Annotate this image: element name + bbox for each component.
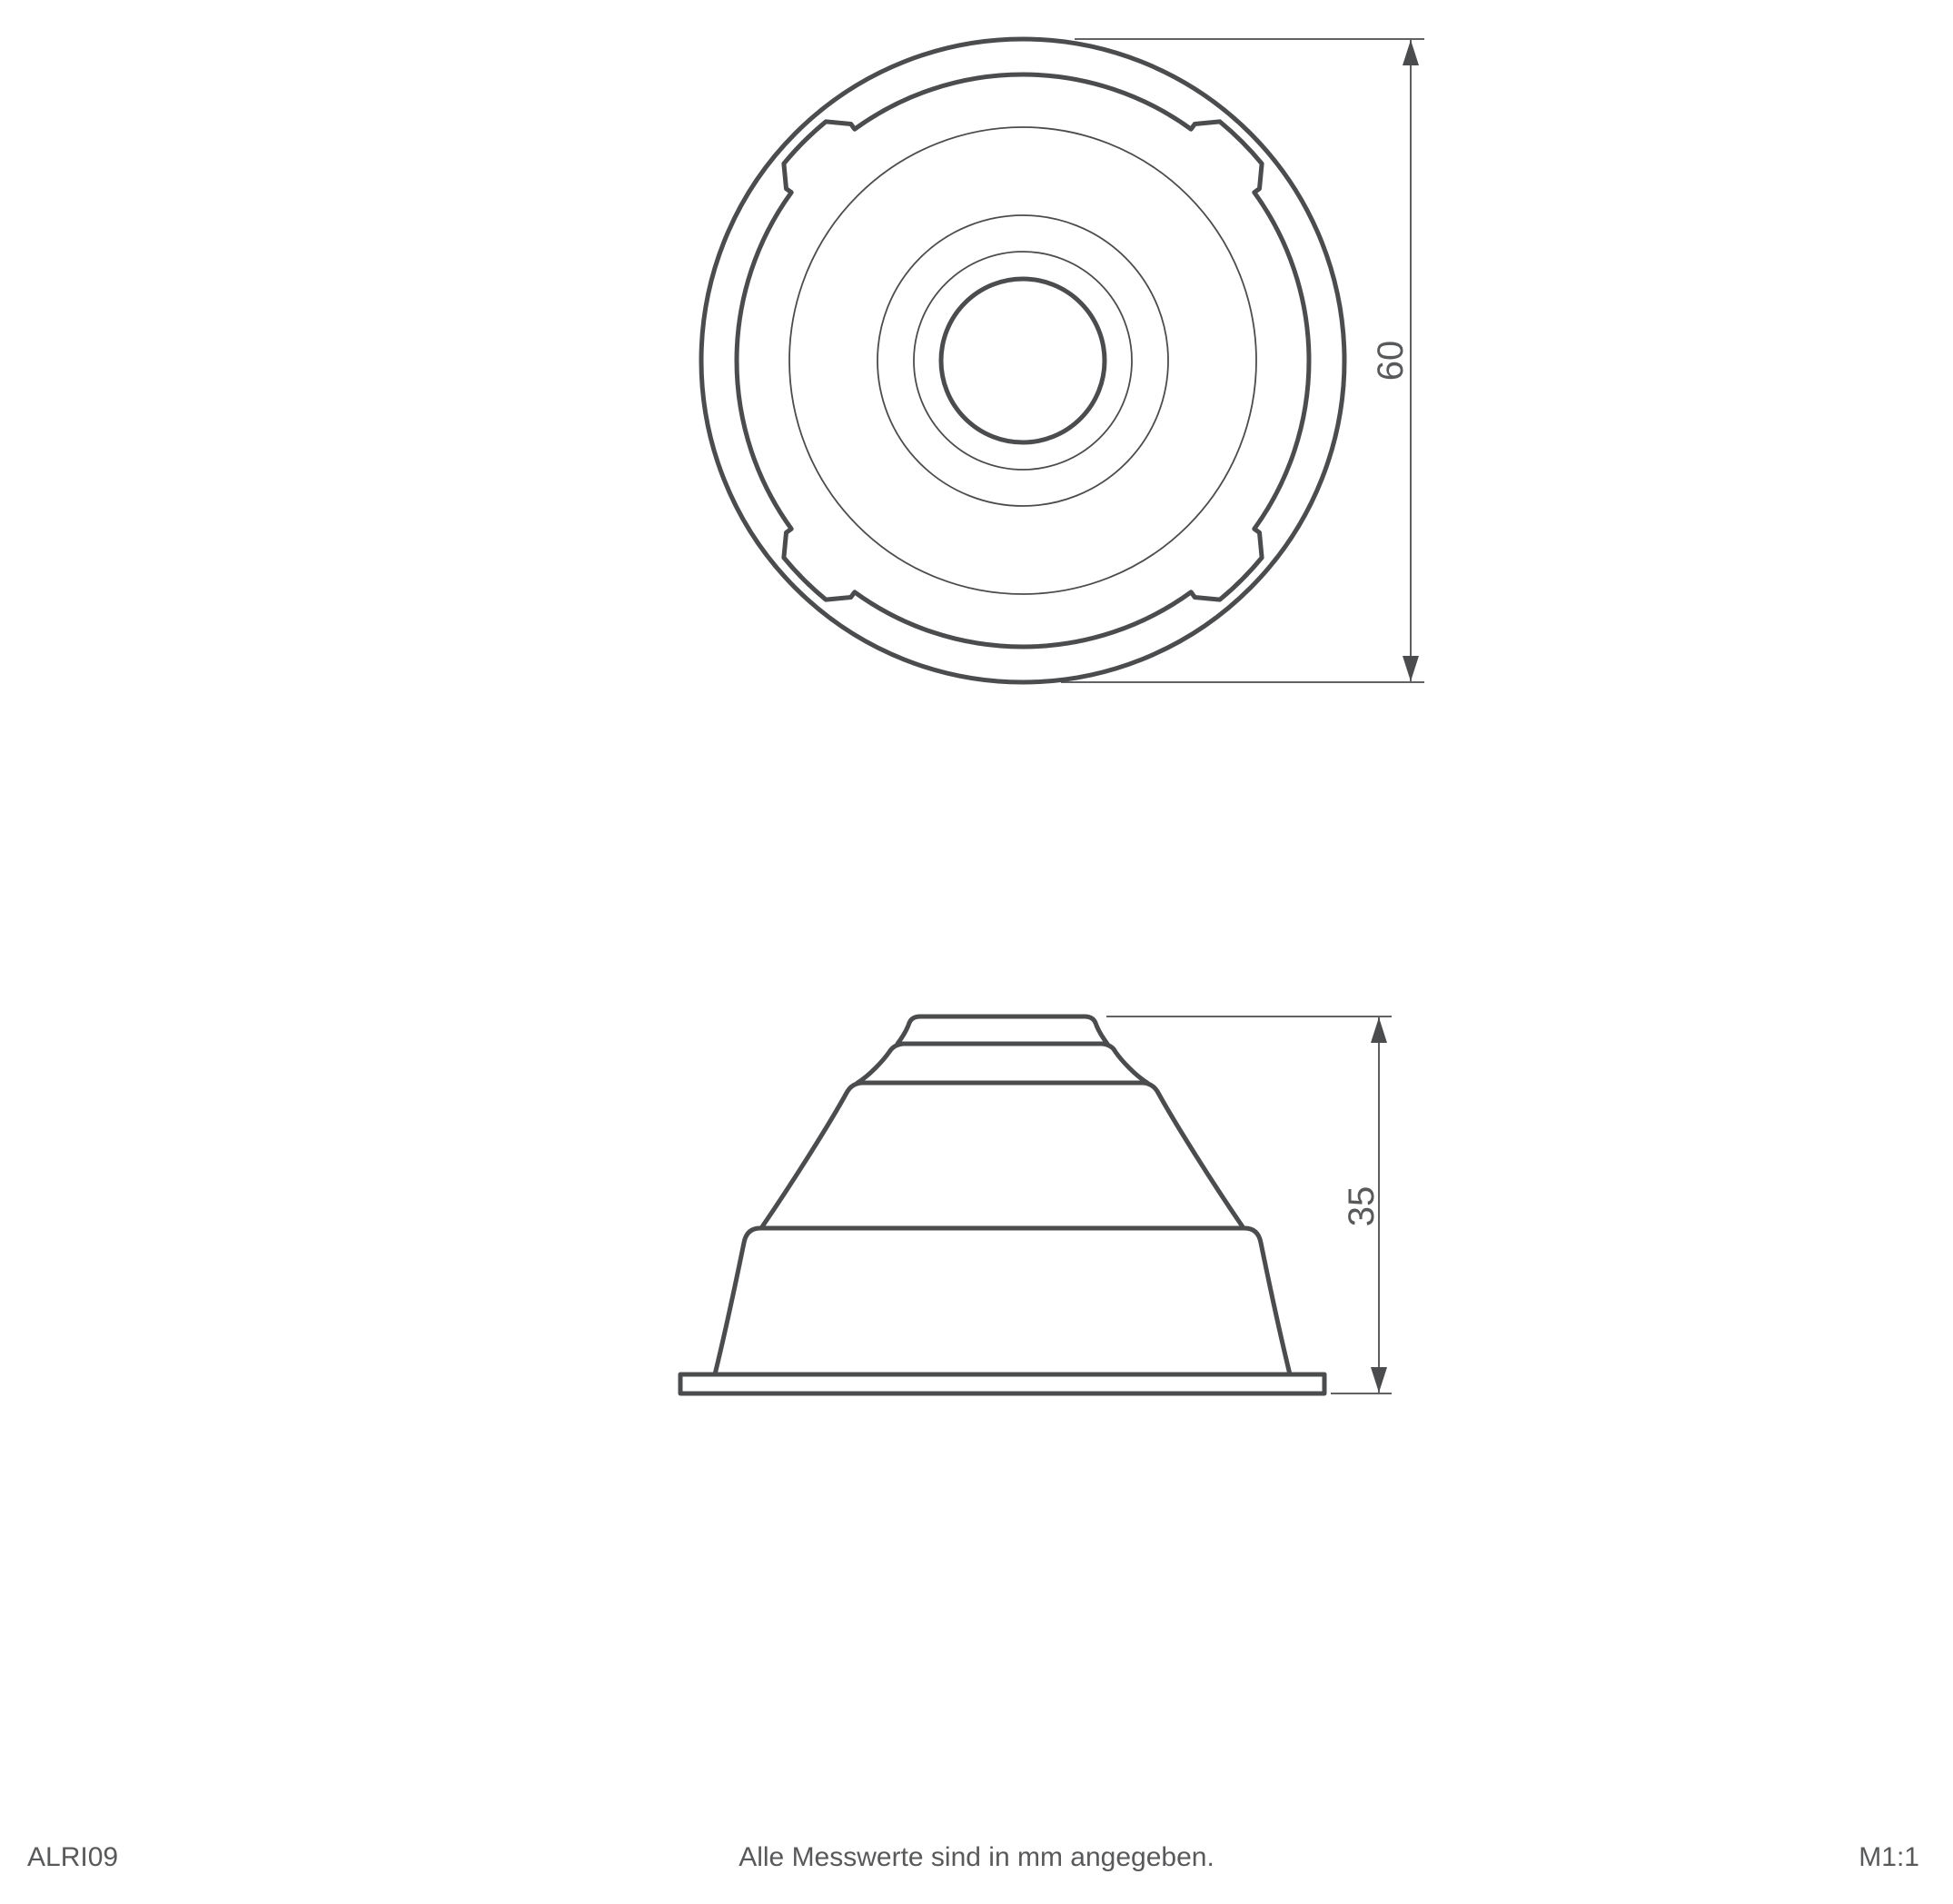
dim60-arrowhead-down [1403, 656, 1419, 681]
central-aperture-circle [941, 279, 1105, 442]
dim35-arrowhead-up [1371, 1017, 1387, 1043]
units-note: Alle Messwerte sind in mm angegeben. [739, 1842, 1214, 1872]
dimension-value-35: 35 [1342, 1185, 1382, 1227]
dim60-arrowhead-up [1403, 40, 1419, 65]
article-code: ALRI09 [27, 1842, 119, 1872]
side-view [680, 1016, 1324, 1393]
scale-label: M1:1 [1859, 1842, 1919, 1872]
facet-circle-middle [877, 215, 1168, 506]
top-view [701, 39, 1344, 682]
profile-tier-3 [858, 1044, 1147, 1083]
dimension-60 [1061, 39, 1424, 682]
base-flange [680, 1374, 1324, 1393]
facet-circle-inner [914, 252, 1132, 470]
profile-tier-2 [761, 1083, 1244, 1228]
outer-rim-circle [701, 39, 1344, 682]
dimension-value-60: 60 [1371, 340, 1411, 382]
notched-mounting-ring [737, 74, 1309, 647]
profile-tier-1 [715, 1228, 1290, 1374]
dim35-arrowhead-down [1371, 1367, 1387, 1393]
facet-circle-outer [789, 127, 1256, 594]
profile-top-cap [897, 1016, 1107, 1044]
